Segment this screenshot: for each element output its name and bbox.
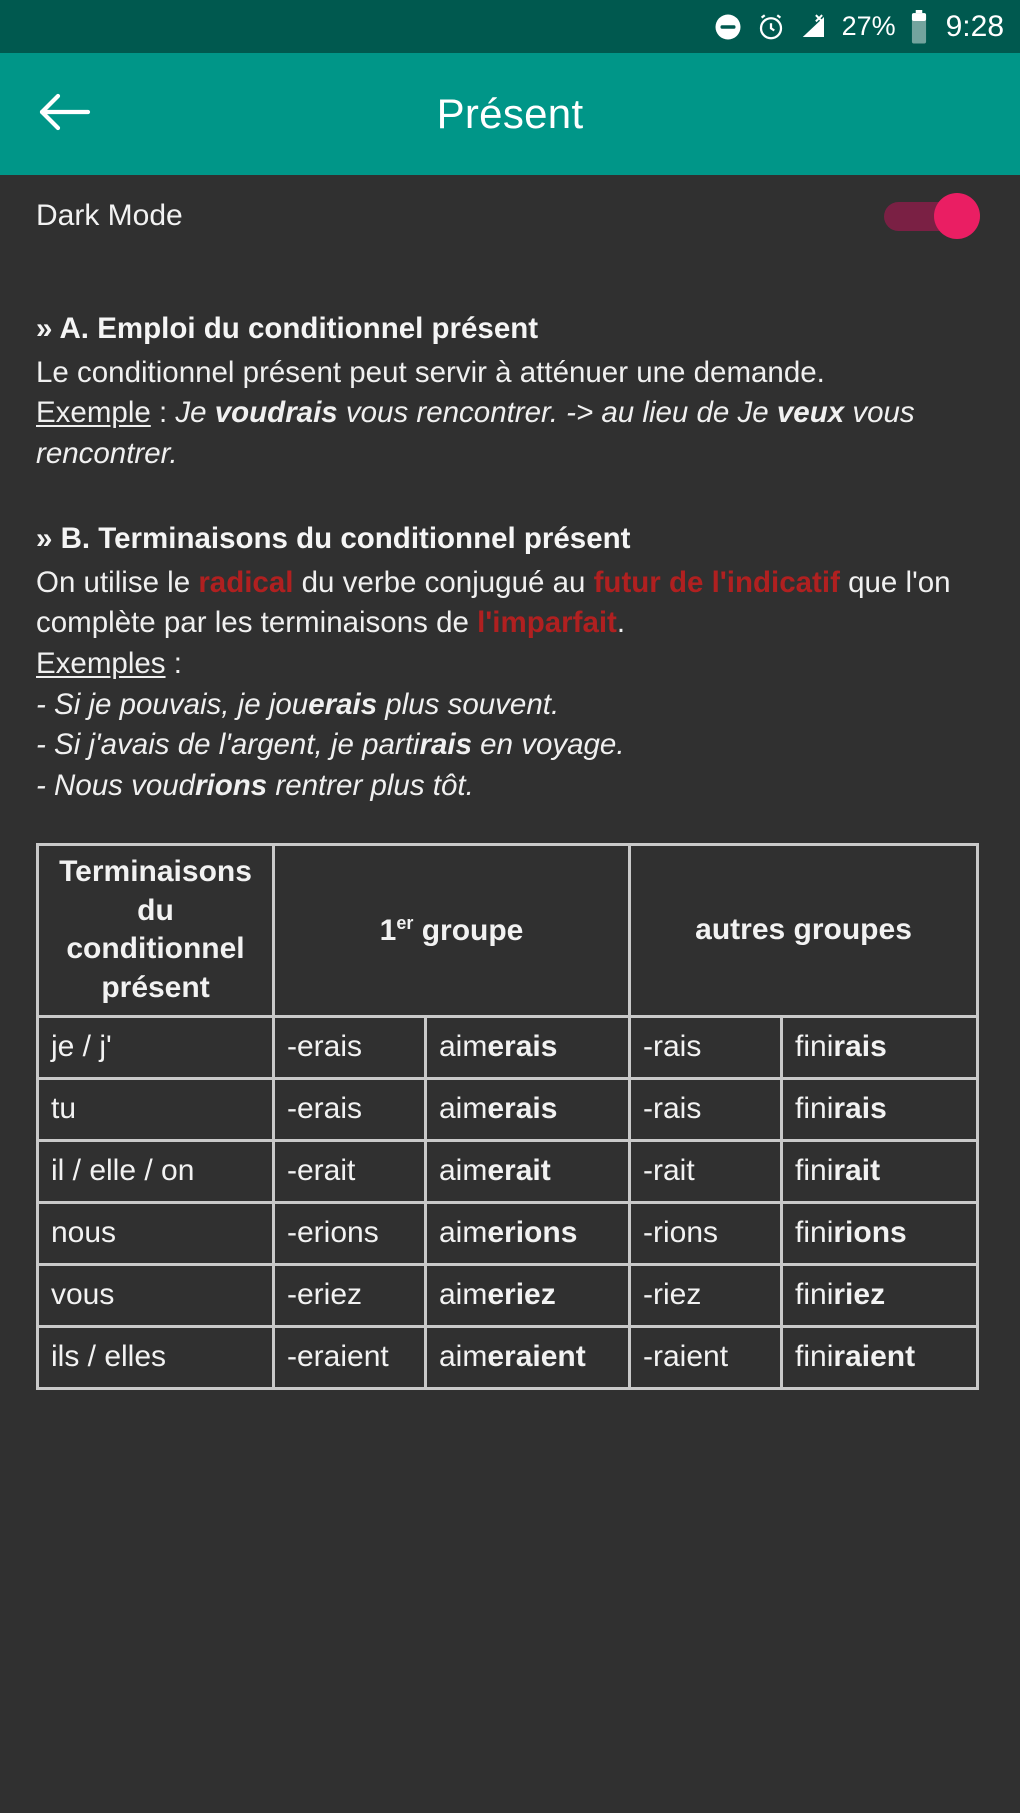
- row-0-pronoun: je / j': [38, 1016, 274, 1078]
- example-line-1: [36, 685, 984, 726]
- row-4-ex2-end: riez: [833, 1278, 886, 1312]
- row-3-ex2-stem: fini: [795, 1216, 834, 1250]
- rule-part-4: .: [616, 606, 626, 640]
- rule-highlight-radical: radical: [198, 565, 294, 599]
- conjugation-table: [36, 843, 979, 1390]
- row-5-ex1-stem: aim: [439, 1340, 488, 1374]
- row-0-ending-2: -rais: [630, 1016, 782, 1078]
- row-2-ex2-end: rait: [833, 1154, 881, 1188]
- example-1-prefix: - Si je pouvais, je jou: [36, 687, 309, 721]
- do-not-disturb-icon: [713, 12, 743, 42]
- row-4-ex1-end: eriez: [487, 1278, 556, 1312]
- signal-no-service-icon: [799, 12, 829, 42]
- group-1-number: 1: [379, 913, 397, 947]
- row-0-example-2: [782, 1016, 978, 1078]
- example-1-suffix: plus souvent.: [377, 687, 560, 721]
- table-row: [38, 1202, 978, 1264]
- row-1-ex2-stem: fini: [795, 1092, 834, 1126]
- alarm-clock-icon: [756, 12, 786, 42]
- table-row: [38, 1264, 978, 1326]
- rule-part-2: du verbe conjugué au: [293, 565, 594, 599]
- row-1-ending-1: -erais: [274, 1078, 426, 1140]
- table-row: [38, 1326, 978, 1388]
- example-bold-1: voudrais: [214, 396, 338, 430]
- row-0-ex1-end: erais: [487, 1030, 558, 1064]
- row-5-ex2-stem: fini: [795, 1340, 834, 1374]
- row-4-ending-2: -riez: [630, 1264, 782, 1326]
- battery-percent-label: 27%: [841, 11, 896, 41]
- example-2-suffix: en voyage.: [471, 728, 625, 762]
- row-1-pronoun: tu: [38, 1078, 274, 1140]
- group-1-rest: groupe: [413, 913, 524, 947]
- row-3-ex2-end: rions: [833, 1216, 907, 1250]
- table-header-row: [38, 844, 978, 1016]
- row-1-example-1: [426, 1078, 630, 1140]
- section-a-heading: » A. Emploi du conditionnel présent: [36, 312, 539, 345]
- section-b-rule: [36, 563, 984, 644]
- examples-label: Exemples: [36, 646, 166, 680]
- row-5-example-1: [426, 1326, 630, 1388]
- status-bar: [0, 0, 1020, 53]
- row-2-ending-1: -erait: [274, 1140, 426, 1202]
- app-bar: [0, 53, 1020, 175]
- row-2-example-1: [426, 1140, 630, 1202]
- section-a-paragraph: Le conditionnel présent peut servir à atténuer une demande.: [36, 355, 825, 389]
- example-separator: :: [150, 396, 176, 430]
- row-2-ex1-stem: aim: [439, 1154, 488, 1188]
- row-2-ex2-stem: fini: [795, 1154, 834, 1188]
- example-text-part-3: vous rencontrer.: [36, 396, 915, 471]
- back-button[interactable]: [16, 90, 112, 139]
- battery-icon: [909, 10, 929, 44]
- table-row: [38, 1078, 978, 1140]
- table-header-main: Terminaisons du conditionnel présent: [38, 844, 274, 1016]
- example-3-ending: rions: [195, 769, 268, 803]
- row-4-ending-1: -eriez: [274, 1264, 426, 1326]
- section-b-heading: » B. Terminaisons du conditionnel présent: [36, 521, 631, 555]
- row-4-ex1-stem: aim: [439, 1278, 488, 1312]
- section-divider-gap: [36, 475, 984, 519]
- row-5-ex2-end: raient: [833, 1340, 916, 1374]
- table-row: [38, 1016, 978, 1078]
- rule-highlight-imparfait: l'imparfait: [477, 606, 617, 640]
- rule-highlight-futur: futur de l'indicatif: [593, 565, 840, 599]
- row-2-pronoun: il / elle / on: [38, 1140, 274, 1202]
- row-2-ex1-end: erait: [487, 1154, 551, 1188]
- example-text-part-2: vous rencontrer. -> au lieu de Je: [337, 396, 777, 430]
- rule-part-1: On utilise le: [36, 565, 199, 599]
- conjugation-table-wrapper: [36, 843, 984, 1390]
- example-3-prefix: - Nous voud: [36, 769, 196, 803]
- back-arrow-icon: [36, 90, 92, 139]
- row-5-ending-1: -eraient: [274, 1326, 426, 1388]
- row-2-ending-2: -rait: [630, 1140, 782, 1202]
- rule-part-3: que l'on complète par les terminaisons de: [36, 565, 951, 640]
- dark-mode-row[interactable]: [0, 175, 1020, 257]
- status-icons: [713, 10, 1004, 44]
- row-1-example-2: [782, 1078, 978, 1140]
- row-1-ending-2: -rais: [630, 1078, 782, 1140]
- row-3-ex1-stem: aim: [439, 1216, 488, 1250]
- row-4-example-2: [782, 1264, 978, 1326]
- table-header-group-1: [274, 844, 630, 1016]
- table-header-group-2: autres groupes: [630, 844, 978, 1016]
- row-5-pronoun: ils / elles: [38, 1326, 274, 1388]
- lesson-content: [0, 257, 1020, 1390]
- row-3-ending-1: -erions: [274, 1202, 426, 1264]
- table-row: [38, 1140, 978, 1202]
- row-0-ending-1: -erais: [274, 1016, 426, 1078]
- example-bold-2: veux: [776, 396, 845, 430]
- row-3-pronoun: nous: [38, 1202, 274, 1264]
- example-2-prefix: - Si j'avais de l'argent, je parti: [36, 728, 420, 762]
- row-2-example-2: [782, 1140, 978, 1202]
- row-0-ex2-stem: fini: [795, 1030, 834, 1064]
- group-1-superscript: er: [396, 912, 414, 933]
- example-text-part-1: Je: [175, 396, 215, 430]
- row-0-example-1: [426, 1016, 630, 1078]
- row-3-ex1-end: erions: [487, 1216, 578, 1250]
- row-5-ending-2: -raient: [630, 1326, 782, 1388]
- example-line-2: [36, 725, 984, 766]
- row-0-ex1-stem: aim: [439, 1030, 488, 1064]
- row-3-ending-2: -rions: [630, 1202, 782, 1264]
- example-3-suffix: rentrer plus tôt.: [267, 769, 474, 803]
- row-0-ex2-end: rais: [833, 1030, 887, 1064]
- toggle-thumb: [934, 193, 980, 239]
- example-label: Exemple: [36, 396, 151, 430]
- row-1-ex1-stem: aim: [439, 1092, 488, 1126]
- row-4-pronoun: vous: [38, 1264, 274, 1326]
- page-title: Présent: [436, 90, 584, 137]
- row-3-example-2: [782, 1202, 978, 1264]
- row-5-example-2: [782, 1326, 978, 1388]
- example-1-ending: erais: [308, 687, 378, 721]
- examples-label-row: [36, 644, 984, 685]
- row-4-example-1: [426, 1264, 630, 1326]
- row-5-ex1-end: eraient: [487, 1340, 586, 1374]
- section-a-example: [36, 393, 984, 474]
- dark-mode-toggle[interactable]: [884, 193, 980, 239]
- dark-mode-label: Dark Mode: [36, 199, 183, 232]
- example-2-ending: rais: [419, 728, 472, 762]
- row-3-example-1: [426, 1202, 630, 1264]
- examples-separator: :: [165, 646, 182, 680]
- row-1-ex1-end: erais: [487, 1092, 558, 1126]
- status-clock: 9:28: [945, 9, 1004, 43]
- row-4-ex2-stem: fini: [795, 1278, 834, 1312]
- example-line-3: [36, 766, 984, 807]
- row-1-ex2-end: rais: [833, 1092, 887, 1126]
